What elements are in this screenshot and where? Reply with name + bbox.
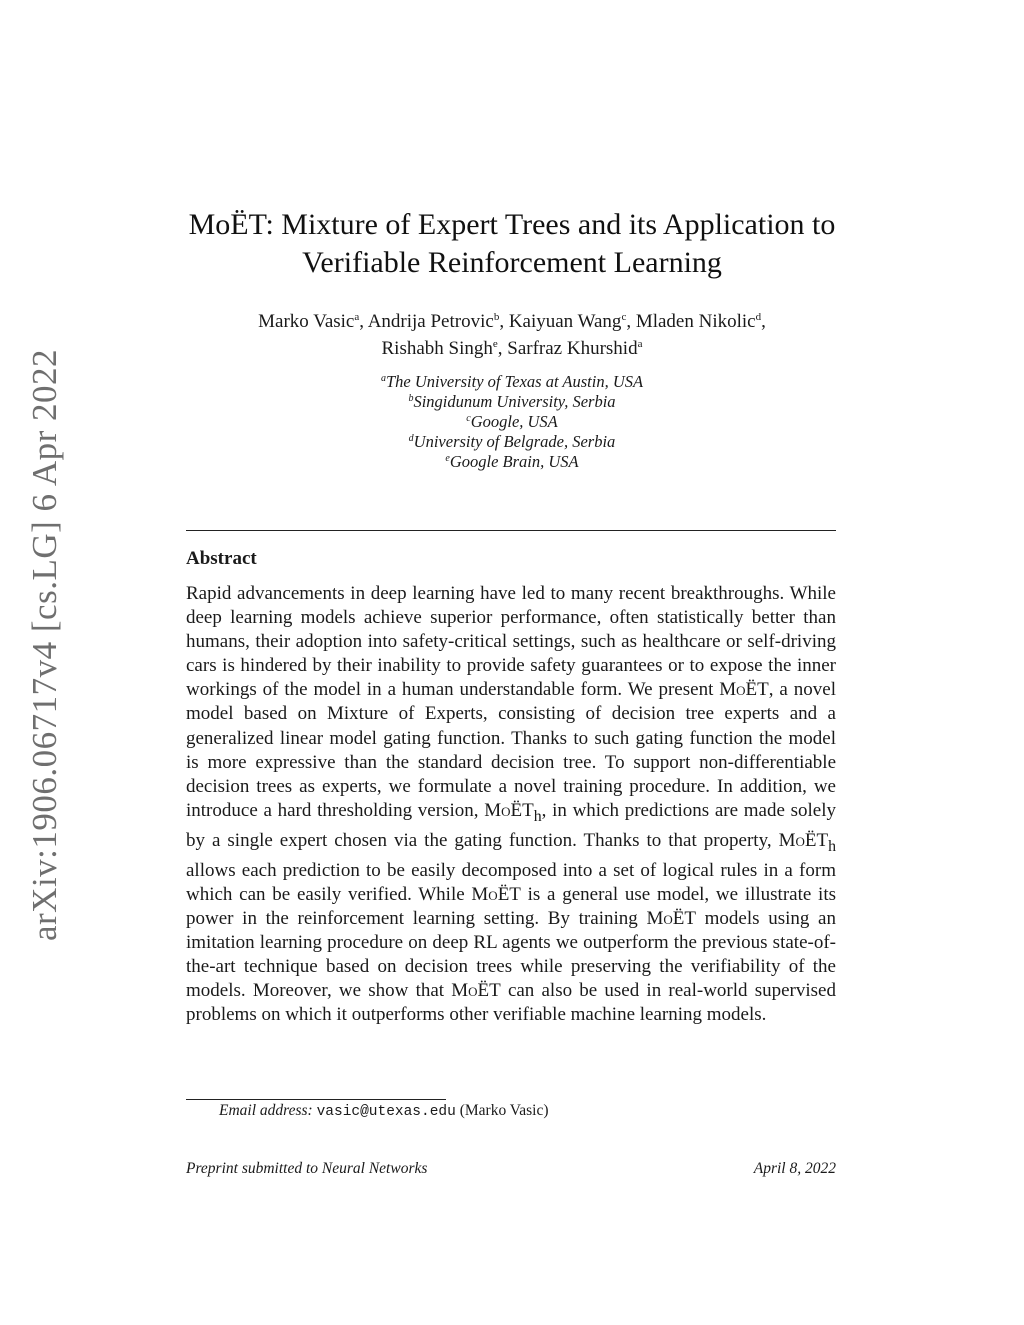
author-list	[150, 308, 874, 362]
abstract-segment: , in which predictions are made solely by a single expert chosen via the gating function. Thanks to that property,	[186, 799, 836, 851]
arxiv-sidebar-stamp	[22, 348, 68, 942]
email-owner: (Marko Vasic)	[459, 1102, 549, 1119]
author-name: Marko Vasic	[258, 311, 355, 332]
model-name: MoËT	[451, 980, 501, 1002]
affiliation-text: The University of Texas at Austin, USA	[385, 372, 644, 391]
model-name: MoËT	[719, 679, 769, 701]
affiliation-item	[150, 432, 874, 452]
model-subscript: h	[533, 807, 542, 825]
abstract-segment: models using an imitation learning procedure on deep RL agents we outperform the previous state-of-the-art technique based on decision trees while preserving the verifiability of the models. Moreover, we show that	[186, 907, 836, 1002]
model-subscript: h	[828, 837, 836, 855]
abstract-segment: is a general use model, we illustrate its power in the reinforcement learning setting. By training	[186, 883, 836, 929]
author-affiliation-mark: d	[755, 311, 762, 323]
email-address-link[interactable]: vasic@utexas.edu	[316, 1104, 456, 1120]
affiliation-text: University of Belgrade, Serbia	[413, 432, 616, 451]
affiliation-mark: b	[408, 393, 414, 404]
abstract-segment: Rapid advancements in deep learning have led to many recent breakthroughs. While deep learning models achieve superior performance, often statistically better than humans, their adoption into safety-critical settings, such as healthcare or self-driving cars is hindered by their inability to provide safety guarantees or to expose the inner workings of the model in a human understandable form. We present	[186, 583, 836, 701]
author-separator: ,	[499, 311, 509, 332]
abstract-segment: can also be used in real-world supervised problems on which it outperforms other verifiable machine learning models.	[186, 980, 836, 1026]
author-affiliation-mark: b	[493, 311, 500, 323]
affiliation-mark: d	[408, 433, 414, 444]
affiliation-item	[150, 412, 874, 432]
email-footnote	[219, 1102, 549, 1120]
author-separator: ,	[761, 311, 766, 332]
affiliation-mark: c	[466, 413, 471, 424]
author-line-2	[150, 335, 874, 362]
author-affiliation-mark: e	[492, 338, 498, 350]
affiliation-text: Google Brain, USA	[449, 452, 579, 471]
model-name: MoËT	[778, 829, 829, 851]
affiliation-text: Singidunum University, Serbia	[413, 392, 616, 411]
preprint-note: Preprint submitted to Neural Networks	[186, 1160, 428, 1177]
affiliation-item	[150, 372, 874, 392]
affiliation-item	[150, 392, 874, 412]
abstract-heading: Abstract	[186, 548, 257, 569]
model-name: MoËT	[471, 883, 521, 905]
affiliation-mark: e	[445, 453, 450, 464]
author-affiliation-mark: c	[621, 311, 627, 323]
author-separator: ,	[359, 311, 368, 332]
affiliation-mark: a	[380, 373, 386, 384]
affiliation-text: Google, USA	[470, 412, 558, 431]
model-name: MoËT	[646, 907, 696, 929]
abstract-segment: allows each prediction to be easily decomposed into a set of logical rules in a form which can be easily verified. While	[186, 859, 836, 905]
email-label: Email address:	[219, 1102, 313, 1119]
author-name: Sarfraz Khurshid	[507, 338, 638, 359]
affiliation-list	[150, 372, 874, 472]
preprint-date: April 8, 2022	[753, 1160, 836, 1177]
arxiv-identifier: arXiv:1906.06717v4 [cs.LG] 6 Apr 2022	[25, 348, 65, 942]
abstract-segment: , a novel model based on Mixture of Experts, consisting of decision tree experts and a generalized linear model gating function. Thanks to such gating function the model is more expressive than the standard decision tree. To support non-differentiable decision trees as experts, we formulate a novel training procedure. In addition, we introduce a hard thresholding version,	[186, 679, 836, 821]
model-name: MoËT	[484, 799, 534, 821]
author-affiliation-mark: a	[354, 311, 360, 323]
paper-title-line-2: Verifiable Reinforcement Learning	[302, 246, 722, 279]
author-name: Mladen Nikolic	[635, 311, 756, 332]
paper-title-line-1: MoËT: Mixture of Expert Trees and its Application to	[188, 208, 836, 241]
author-separator: ,	[497, 338, 508, 359]
author-affiliation-mark: a	[637, 338, 643, 350]
abstract-text	[186, 582, 836, 1027]
author-name: Andrija Petrovic	[367, 311, 494, 332]
affiliation-item	[150, 452, 874, 472]
author-name: Rishabh Singh	[381, 338, 493, 359]
paper-title	[150, 206, 874, 282]
footnote-rule	[186, 1099, 446, 1100]
abstract-top-rule	[186, 530, 836, 531]
author-separator: ,	[626, 311, 636, 332]
author-name: Kaiyuan Wang	[508, 311, 622, 332]
author-line-1	[150, 308, 874, 335]
